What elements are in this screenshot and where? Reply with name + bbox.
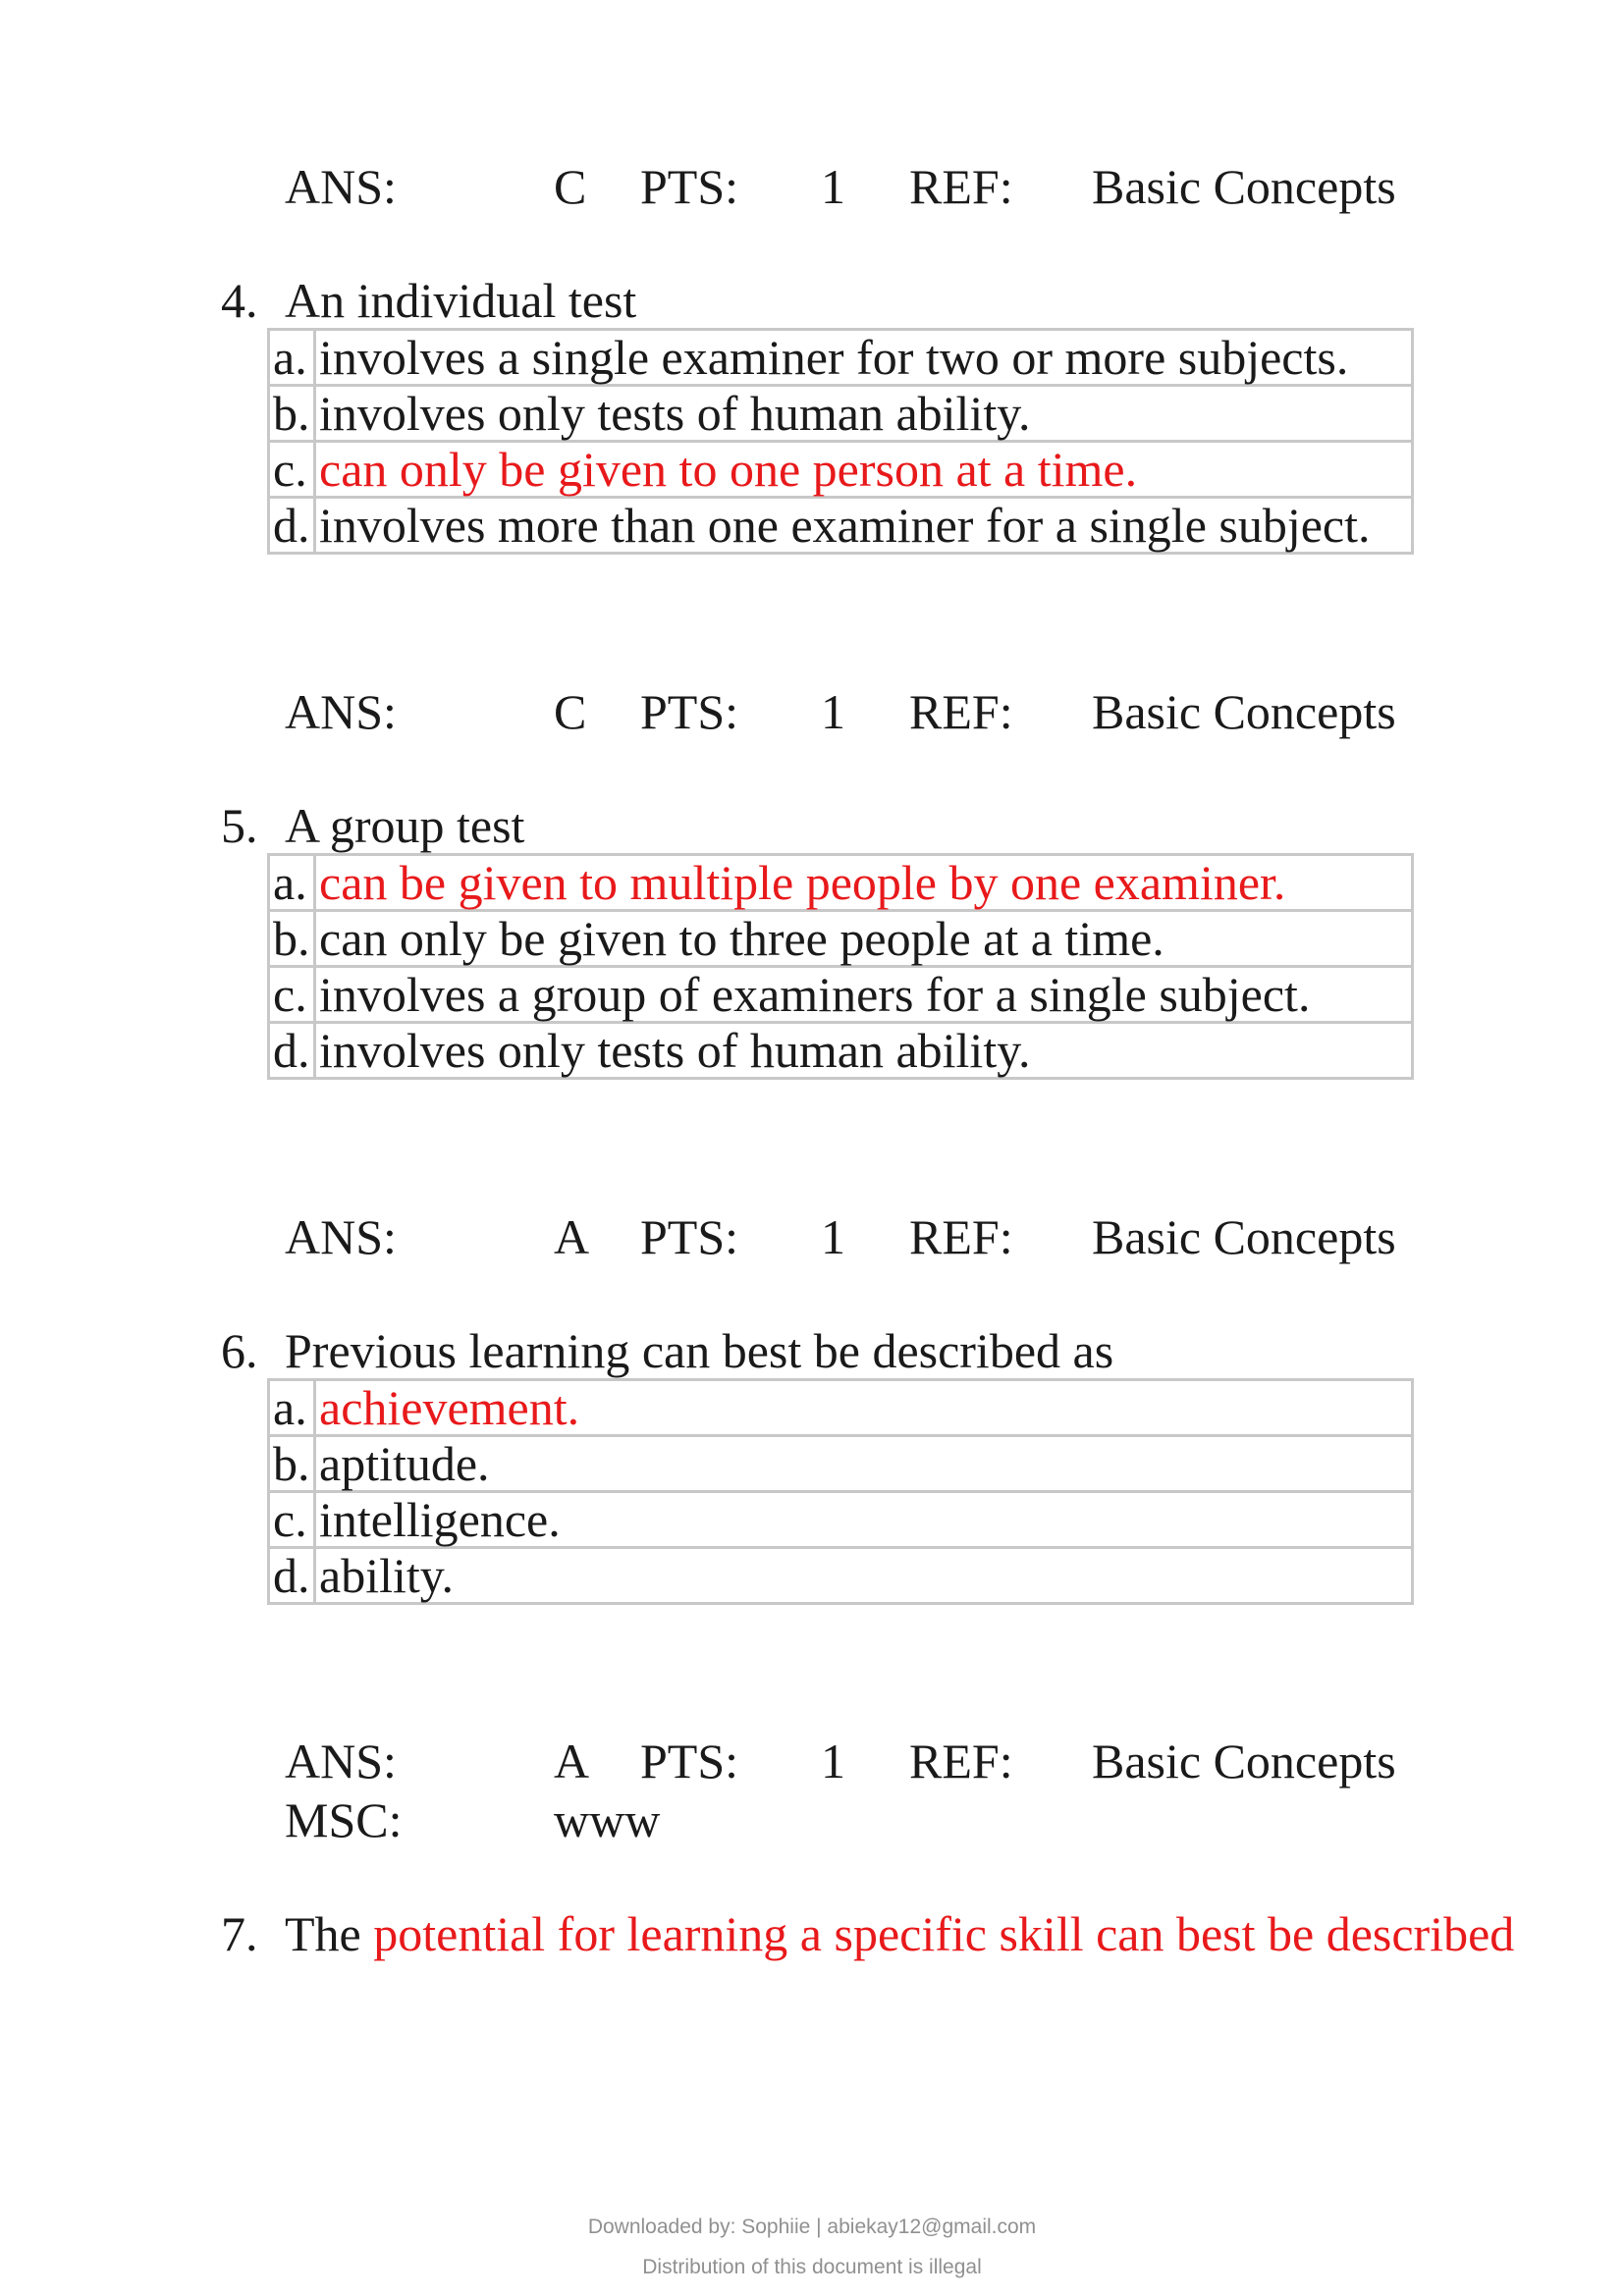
ans-value: A [554, 1209, 590, 1264]
option-row [269, 498, 1413, 554]
pts-value: 1 [821, 1209, 845, 1264]
options-table [267, 853, 1414, 1080]
footer-download-notice: Downloaded by: Sophiie | abiekay12@gmail.com [587, 2216, 1037, 2238]
option-text: intelligence. [315, 1492, 1413, 1548]
answer-line [0, 1732, 1624, 1790]
option-label: d. [269, 1023, 315, 1079]
answer-line [0, 682, 1624, 741]
option-label: c. [269, 442, 315, 498]
pts-value: 1 [821, 1734, 845, 1789]
option-row [269, 967, 1413, 1023]
option-text-correct: can only be given to one person at a time. [315, 442, 1413, 498]
ref-value: Basic Concepts [1092, 684, 1396, 739]
option-label: a. [269, 855, 315, 911]
ans-value: C [554, 684, 587, 739]
ans-label: ANS: [285, 159, 397, 214]
option-text-correct: can be given to multiple people by one examiner. [315, 855, 1413, 911]
question-stem-highlight: potential for learning a specific skill can best be described [373, 1906, 1515, 1961]
option-row [269, 911, 1413, 967]
option-label: a. [269, 330, 315, 386]
question-number: 5. [221, 798, 258, 853]
option-label: c. [269, 967, 315, 1023]
pts-label: PTS: [640, 1209, 739, 1264]
pts-label: PTS: [640, 159, 739, 214]
question-stem: An individual test [285, 273, 637, 328]
ref-label: REF: [909, 1734, 1013, 1789]
pts-label: PTS: [640, 684, 739, 739]
option-text: involves only tests of human ability. [315, 386, 1413, 442]
question-number: 4. [221, 273, 258, 328]
footer-distribution-notice: Distribution of this document is illegal [642, 2256, 982, 2278]
option-row [269, 1492, 1413, 1548]
ans-value: A [554, 1734, 590, 1789]
options-table [267, 328, 1414, 555]
ref-label: REF: [909, 1209, 1013, 1264]
option-row [269, 386, 1413, 442]
msc-label: MSC: [285, 1792, 403, 1847]
option-text: involves a single examiner for two or more subjects. [315, 330, 1413, 386]
option-text: aptitude. [315, 1436, 1413, 1492]
option-row [269, 1548, 1413, 1604]
answer-line [0, 157, 1624, 216]
ref-value: Basic Concepts [1092, 1209, 1396, 1264]
ref-value: Basic Concepts [1092, 1734, 1396, 1789]
option-label: a. [269, 1380, 315, 1436]
option-row [269, 1436, 1413, 1492]
option-row [269, 1023, 1413, 1079]
option-label: d. [269, 498, 315, 554]
option-text-correct: achievement. [315, 1380, 1413, 1436]
answer-line [0, 1207, 1624, 1266]
question-number: 7. [221, 1906, 258, 1961]
pts-label: PTS: [640, 1734, 739, 1789]
option-row-correct [269, 442, 1413, 498]
msc-value: www [554, 1792, 661, 1847]
ans-label: ANS: [285, 1734, 397, 1789]
ans-label: ANS: [285, 684, 397, 739]
ans-value: C [554, 159, 587, 214]
option-row [269, 330, 1413, 386]
option-label: c. [269, 1492, 315, 1548]
option-label: b. [269, 386, 315, 442]
ref-label: REF: [909, 684, 1013, 739]
option-label: d. [269, 1548, 315, 1604]
msc-line [0, 1790, 1624, 1849]
question-number: 6. [221, 1323, 258, 1378]
ref-label: REF: [909, 159, 1013, 214]
option-text: ability. [315, 1548, 1413, 1604]
question-stem: A group test [285, 798, 525, 853]
option-text: involves only tests of human ability. [315, 1023, 1413, 1079]
option-text: involves more than one examiner for a single subject. [315, 498, 1413, 554]
question-stem: Previous learning can best be described as [285, 1323, 1114, 1378]
option-row-correct [269, 1380, 1413, 1436]
options-table [267, 1378, 1414, 1605]
ref-value: Basic Concepts [1092, 159, 1396, 214]
question-stem-plain: The [285, 1906, 361, 1961]
question-stem [285, 1904, 1514, 1963]
pts-value: 1 [821, 159, 845, 214]
option-text: can only be given to three people at a time. [315, 911, 1413, 967]
option-label: b. [269, 911, 315, 967]
option-row-correct [269, 855, 1413, 911]
option-text: involves a group of examiners for a single subject. [315, 967, 1413, 1023]
ans-label: ANS: [285, 1209, 397, 1264]
pts-value: 1 [821, 684, 845, 739]
option-label: b. [269, 1436, 315, 1492]
